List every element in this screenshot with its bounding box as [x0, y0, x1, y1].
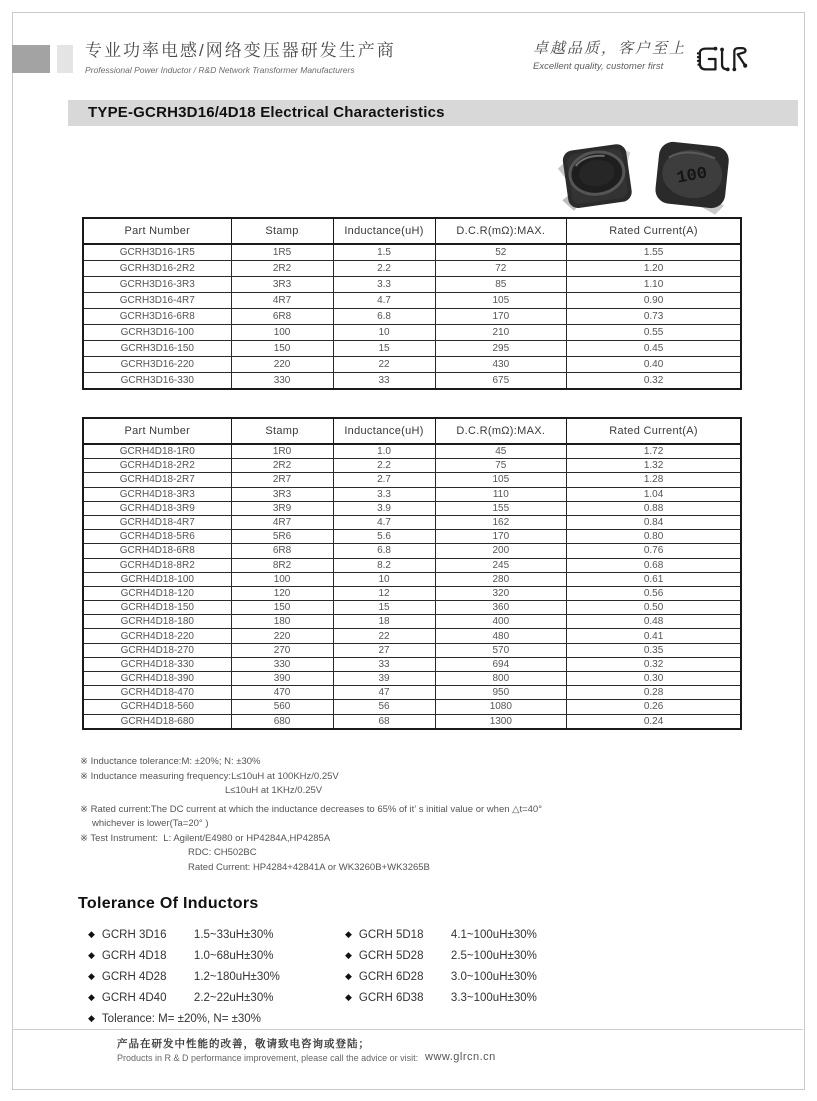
table-cell: 0.26 [567, 700, 741, 714]
table-cell: 3R9 [231, 501, 333, 515]
table-cell: GCRH4D18-100 [83, 572, 231, 586]
table-cell: 170 [435, 530, 567, 544]
table-row [83, 700, 741, 714]
note-line: L≤10uH at 1KHz/0.25V [225, 785, 323, 796]
table-cell: GCRH3D16-100 [83, 325, 231, 341]
table-cell: 330 [231, 657, 333, 671]
tolerance-range: 3.3~100uH±30% [450, 992, 537, 1004]
table-row [83, 325, 741, 341]
table-row [83, 714, 741, 729]
table-cell: 155 [435, 501, 567, 515]
table-cell: 0.45 [567, 341, 741, 357]
table-gcrh3d16 [82, 217, 742, 390]
table-cell: GCRH4D18-3R3 [83, 487, 231, 501]
table-cell: 0.50 [567, 601, 741, 615]
table-cell: 150 [231, 601, 333, 615]
table-cell: 6.8 [333, 309, 435, 325]
table-cell: 2R7 [231, 473, 333, 487]
footer-note-zh: 产品在研发中性能的改善，敬请致电咨询或登陆； [117, 1038, 370, 1050]
table-cell: 2.2 [333, 261, 435, 277]
table-cell: 390 [231, 672, 333, 686]
table-cell: GCRH4D18-270 [83, 643, 231, 657]
table-cell: 5R6 [231, 530, 333, 544]
table-cell: 1.10 [567, 277, 741, 293]
table-cell: 33 [333, 373, 435, 390]
tolerance-series-name: GCRH 4D28 [101, 971, 167, 983]
table-cell: 320 [435, 586, 567, 600]
column-header: Stamp [231, 418, 333, 444]
stamp-label: 100 [675, 164, 709, 189]
table-cell: 39 [333, 672, 435, 686]
table-cell: 0.28 [567, 686, 741, 700]
footer-note-en: Products in R & D performance improvement, please call the advice or visit: [117, 1053, 419, 1063]
slogan-zh: 卓越品质，客户至上 [533, 40, 687, 57]
table-cell: 0.41 [567, 629, 741, 643]
tolerance-item [88, 945, 338, 966]
table-cell: 0.84 [567, 515, 741, 529]
tolerance-range: 2.5~100uH±30% [450, 950, 537, 962]
table-cell: 210 [435, 325, 567, 341]
table-cell: 2.7 [333, 473, 435, 487]
table-row [83, 686, 741, 700]
note-line: ※ Inductance measuring frequency:L≤10uH at 100KHz/0.25V [80, 770, 339, 782]
tolerance-series-name: GCRH 4D18 [101, 950, 167, 962]
column-header: D.C.R(mΩ):MAX. [435, 218, 567, 244]
diamond-bullet-icon: ◆ [88, 1013, 95, 1023]
table-cell: GCRH4D18-3R9 [83, 501, 231, 515]
table-cell: 0.35 [567, 643, 741, 657]
table-cell: 68 [333, 714, 435, 729]
table-cell: 27 [333, 643, 435, 657]
table-cell: GCRH4D18-1R0 [83, 444, 231, 459]
tolerance-item [345, 987, 625, 1008]
table-row [83, 473, 741, 487]
table-cell: GCRH4D18-120 [83, 586, 231, 600]
tolerance-item [345, 924, 625, 945]
table-cell: 675 [435, 373, 567, 390]
table-cell: 100 [231, 572, 333, 586]
column-header: Part Number [83, 218, 231, 244]
table-cell: 1.20 [567, 261, 741, 277]
table-cell: 150 [231, 341, 333, 357]
table-cell: GCRH3D16-3R3 [83, 277, 231, 293]
table-row [83, 643, 741, 657]
column-header: Inductance(uH) [333, 218, 435, 244]
tolerance-series-name: GCRH 5D18 [358, 929, 424, 941]
inductor-photo-side [549, 131, 647, 217]
table-cell: GCRH4D18-180 [83, 615, 231, 629]
tolerance-series-name: Tolerance: M= ±20%, N= ±30% [101, 1013, 261, 1025]
company-name-en: Professional Power Inductor / R&D Network Transformer Manufacturers [85, 65, 355, 75]
tolerance-heading: Tolerance Of Inductors [78, 895, 259, 912]
table-cell: 8.2 [333, 558, 435, 572]
table-cell: GCRH4D18-470 [83, 686, 231, 700]
table-cell: GCRH4D18-2R2 [83, 459, 231, 473]
table-cell: GCRH4D18-150 [83, 601, 231, 615]
tolerance-item [88, 966, 338, 987]
table-cell: 0.68 [567, 558, 741, 572]
header-row [83, 418, 741, 444]
table-cell: 47 [333, 686, 435, 700]
table-cell: 0.90 [567, 293, 741, 309]
table-cell: 470 [231, 686, 333, 700]
tolerance-item [88, 924, 338, 945]
table-row [83, 530, 741, 544]
table-cell: 2.2 [333, 459, 435, 473]
note-line: ※ Inductance tolerance:M: ±20%; N: ±30% [80, 756, 261, 767]
table-row [83, 261, 741, 277]
table-cell: 1080 [435, 700, 567, 714]
table-cell: 22 [333, 357, 435, 373]
table-cell: 360 [435, 601, 567, 615]
table-cell: 400 [435, 615, 567, 629]
table-row [83, 444, 741, 459]
table-cell: 85 [435, 277, 567, 293]
table-cell: GCRH4D18-220 [83, 629, 231, 643]
table-cell: 1.04 [567, 487, 741, 501]
table-cell: GCRH3D16-220 [83, 357, 231, 373]
header-row [83, 218, 741, 244]
table-row [83, 615, 741, 629]
table-cell: 1.5 [333, 244, 435, 261]
table-cell: 330 [231, 373, 333, 390]
table-cell: 170 [435, 309, 567, 325]
table-cell: GCRH4D18-330 [83, 657, 231, 671]
table-cell: 100 [231, 325, 333, 341]
table-row [83, 515, 741, 529]
tolerance-right [345, 924, 625, 1008]
table-row [83, 501, 741, 515]
table-cell: GCRH4D18-2R7 [83, 473, 231, 487]
table-cell: 10 [333, 325, 435, 341]
table-cell: 105 [435, 473, 567, 487]
note-line: ※ Rated current:The DC current at which the inductance decreases to 65% of it’ s initial value or when △t=40° [80, 803, 543, 815]
table-cell: 4.7 [333, 515, 435, 529]
tolerance-series-name: GCRH 3D16 [101, 929, 167, 941]
electrical-characteristics-table-3d16 [82, 217, 742, 390]
table-row [83, 341, 741, 357]
table-cell: 1300 [435, 714, 567, 729]
table-cell: GCRH3D16-330 [83, 373, 231, 390]
table-cell: 72 [435, 261, 567, 277]
table-cell: 295 [435, 341, 567, 357]
table-cell: 0.55 [567, 325, 741, 341]
table-cell: 270 [231, 643, 333, 657]
table-cell: 560 [231, 700, 333, 714]
table-row [83, 373, 741, 390]
tolerance-range: 1.0~68uH±30% [193, 950, 274, 962]
table-cell: 4.7 [333, 293, 435, 309]
diamond-bullet-icon: ◆ [88, 971, 95, 981]
tolerance-item [88, 1008, 338, 1029]
diamond-bullet-icon: ◆ [345, 929, 352, 939]
table-cell: GCRH4D18-390 [83, 672, 231, 686]
table-cell: 1.72 [567, 444, 741, 459]
table-cell: 180 [231, 615, 333, 629]
note-line: whichever is lower(Ta=20° ) [92, 818, 209, 829]
table-cell: 3R3 [231, 277, 333, 293]
table-cell: 0.56 [567, 586, 741, 600]
table-cell: GCRH3D16-2R2 [83, 261, 231, 277]
table-cell: 3.3 [333, 487, 435, 501]
table-cell: 3R3 [231, 487, 333, 501]
table-cell: 56 [333, 700, 435, 714]
table-row [83, 601, 741, 615]
table-cell: 0.24 [567, 714, 741, 729]
footer-website: www.glrcn.cn [425, 1051, 496, 1063]
diamond-bullet-icon: ◆ [345, 971, 352, 981]
table-cell: 0.76 [567, 544, 741, 558]
page-title: TYPE-GCRH3D16/4D18 Electrical Characteristics [68, 100, 798, 126]
company-header [85, 36, 396, 75]
inductor-photo-top [643, 136, 741, 216]
table-cell: 570 [435, 643, 567, 657]
table-cell: 15 [333, 601, 435, 615]
column-header: Part Number [83, 418, 231, 444]
table-cell: 6R8 [231, 544, 333, 558]
diamond-bullet-icon: ◆ [345, 950, 352, 960]
table-gcrh4d18 [82, 417, 742, 730]
table-cell: 2R2 [231, 261, 333, 277]
column-header: D.C.R(mΩ):MAX. [435, 418, 567, 444]
diamond-bullet-icon: ◆ [88, 992, 95, 1002]
table-cell: GCRH3D16-6R8 [83, 309, 231, 325]
table-cell: GCRH3D16-4R7 [83, 293, 231, 309]
table-cell: 75 [435, 459, 567, 473]
tolerance-range: 1.5~33uH±30% [193, 929, 274, 941]
table-cell: 4R7 [231, 515, 333, 529]
footer-divider [12, 1029, 803, 1030]
slogan-block [533, 37, 686, 72]
table-cell: GCRH3D16-150 [83, 341, 231, 357]
tolerance-range: 3.0~100uH±30% [450, 971, 537, 983]
table-cell: 3.9 [333, 501, 435, 515]
tolerance-range: 2.2~22uH±30% [193, 992, 274, 1004]
tolerance-series-name: GCRH 6D28 [358, 971, 424, 983]
table-cell: 480 [435, 629, 567, 643]
tolerance-range: 4.1~100uH±30% [450, 929, 537, 941]
table-cell: 5.6 [333, 530, 435, 544]
table-cell: 220 [231, 629, 333, 643]
table-cell: 4R7 [231, 293, 333, 309]
table-cell: 52 [435, 244, 567, 261]
table-cell: GCRH4D18-4R7 [83, 515, 231, 529]
table-cell: GCRH4D18-5R6 [83, 530, 231, 544]
decorative-square-light [57, 45, 73, 73]
table-cell: 8R2 [231, 558, 333, 572]
decorative-square-dark [12, 45, 50, 73]
table-cell: 200 [435, 544, 567, 558]
table-row [83, 544, 741, 558]
table-row [83, 357, 741, 373]
table-cell: 10 [333, 572, 435, 586]
note-line: RDC: CH502BC [188, 847, 257, 858]
table-cell: 1.28 [567, 473, 741, 487]
table-row [83, 244, 741, 261]
table-cell: 1R0 [231, 444, 333, 459]
table-row [83, 487, 741, 501]
tolerance-item [88, 987, 338, 1008]
tolerance-series-name: GCRH 5D28 [358, 950, 424, 962]
note-line: Rated Current: HP4284+42841A or WK3260B+WK3265B [188, 861, 430, 873]
table-cell: 245 [435, 558, 567, 572]
tolerance-item [345, 945, 625, 966]
electrical-characteristics-table-4d18 [82, 417, 742, 730]
notes [80, 755, 760, 875]
table-cell: 110 [435, 487, 567, 501]
tolerance-series-name: GCRH 4D40 [101, 992, 167, 1004]
table-cell: 162 [435, 515, 567, 529]
table-cell: 0.32 [567, 373, 741, 390]
table-cell: 33 [333, 657, 435, 671]
table-cell: 0.80 [567, 530, 741, 544]
table-row [83, 657, 741, 671]
table-cell: 220 [231, 357, 333, 373]
column-header: Rated Current(A) [567, 218, 741, 244]
column-header: Inductance(uH) [333, 418, 435, 444]
tolerance-series-name: GCRH 6D38 [358, 992, 424, 1004]
table-row [83, 672, 741, 686]
diamond-bullet-icon: ◆ [88, 929, 95, 939]
table-cell: 694 [435, 657, 567, 671]
column-header: Rated Current(A) [567, 418, 741, 444]
table-cell: 3.3 [333, 277, 435, 293]
table-cell: 1.32 [567, 459, 741, 473]
table-cell: 2R2 [231, 459, 333, 473]
diamond-bullet-icon: ◆ [88, 950, 95, 960]
table-row [83, 459, 741, 473]
table-cell: 280 [435, 572, 567, 586]
table-cell: 1.55 [567, 244, 741, 261]
table-cell: 6R8 [231, 309, 333, 325]
table-cell: 15 [333, 341, 435, 357]
table-row [83, 309, 741, 325]
tolerance-range: 1.2~180uH±30% [193, 971, 280, 983]
table-cell: GCRH4D18-8R2 [83, 558, 231, 572]
table-cell: 1R5 [231, 244, 333, 261]
table-cell: 18 [333, 615, 435, 629]
slogan-en: Excellent quality, customer first [533, 61, 664, 72]
table-cell: 0.73 [567, 309, 741, 325]
glr-logo-icon [696, 42, 750, 76]
table-cell: 105 [435, 293, 567, 309]
table-cell: 0.88 [567, 501, 741, 515]
tolerance-item [345, 966, 625, 987]
table-cell: 22 [333, 629, 435, 643]
table-cell: GCRH4D18-560 [83, 700, 231, 714]
table-cell: 0.32 [567, 657, 741, 671]
tolerance-left [88, 924, 338, 1029]
table-cell: 45 [435, 444, 567, 459]
table-cell: 0.48 [567, 615, 741, 629]
table-cell: 120 [231, 586, 333, 600]
table-row [83, 629, 741, 643]
table-cell: 0.40 [567, 357, 741, 373]
table-cell: GCRH4D18-680 [83, 714, 231, 729]
table-cell: 950 [435, 686, 567, 700]
table-cell: GCRH4D18-6R8 [83, 544, 231, 558]
table-cell: 6.8 [333, 544, 435, 558]
table-cell: 1.0 [333, 444, 435, 459]
column-header: Stamp [231, 218, 333, 244]
table-row [83, 586, 741, 600]
table-row [83, 572, 741, 586]
table-cell: 0.61 [567, 572, 741, 586]
table-cell: 12 [333, 586, 435, 600]
note-line: ※ Test Instrument: L: Agilent/E4980 or HP4284A,HP4285A [80, 832, 331, 844]
diamond-bullet-icon: ◆ [345, 992, 352, 1002]
table-row [83, 293, 741, 309]
table-cell: GCRH3D16-1R5 [83, 244, 231, 261]
table-cell: 800 [435, 672, 567, 686]
table-row [83, 558, 741, 572]
table-cell: 0.30 [567, 672, 741, 686]
table-cell: 680 [231, 714, 333, 729]
table-row [83, 277, 741, 293]
table-cell: 430 [435, 357, 567, 373]
company-name-zh: 专业功率电感/网络变压器研发生产商 [85, 41, 396, 60]
